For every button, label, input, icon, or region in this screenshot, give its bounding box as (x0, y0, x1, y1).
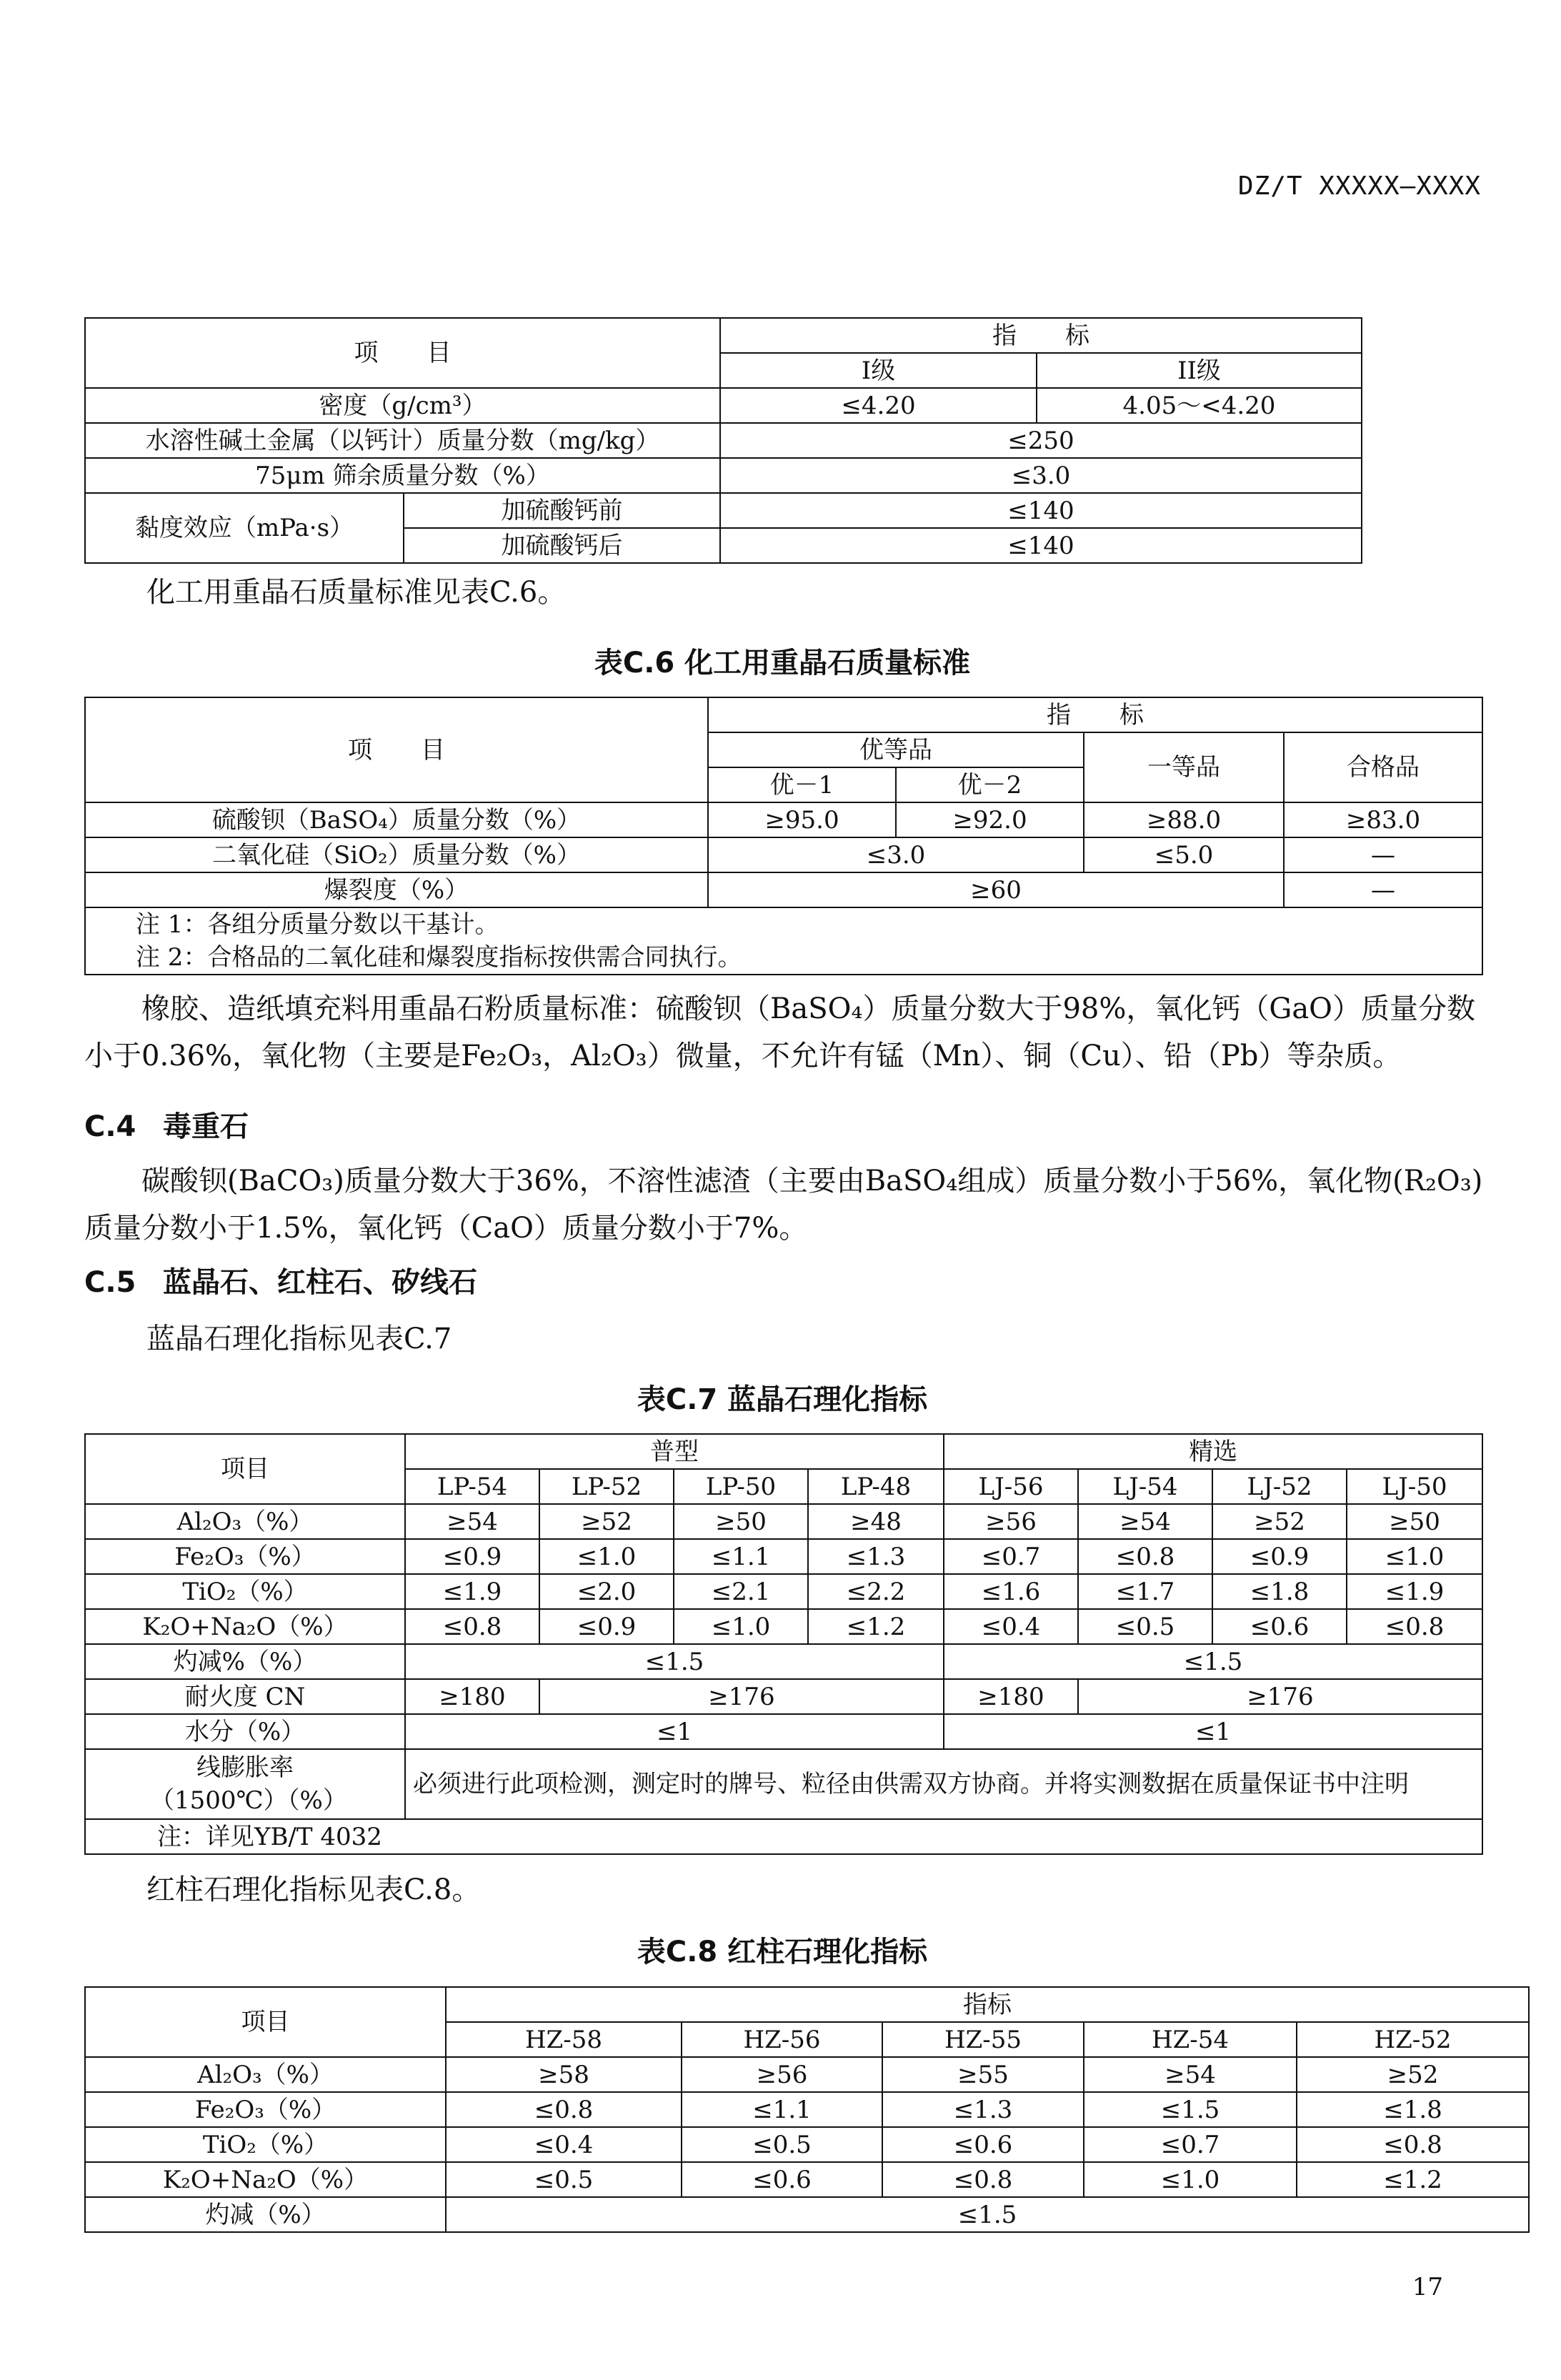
table-row (85, 1539, 1482, 1574)
table-header-premium-2: 优－2 (896, 767, 1084, 802)
cell-value: ≥54 (405, 1504, 539, 1539)
table-row (85, 1714, 1482, 1749)
table-header-grade: LJ-50 (1347, 1469, 1482, 1504)
row-label: TiO₂（%） (85, 1574, 405, 1609)
row-label: Al₂O₃（%） (85, 2057, 446, 2092)
cell-value: ≥60 (708, 872, 1284, 907)
cell-value: ≤0.5 (682, 2127, 882, 2162)
paragraph: 橡胶、造纸填充料用重晶石粉质量标准：硫酸钡（BaSO₄）质量分数大于98%，氧化钙（GaO）质量分数小于0.36%，氧化物（主要是Fe₂O₃，Al₂O₃）微量，不允许有锰（Mn）、铜（Cu）、铅（Pb）等杂质。 (84, 992, 1475, 1072)
cell-value: ≥88.0 (1084, 802, 1284, 837)
table-header-grade: HZ-55 (882, 2022, 1084, 2057)
cell-value: ≥58 (446, 2057, 682, 2092)
table-note: 注 1：各组分质量分数以干基计。 (85, 907, 1482, 941)
table-caption: 表C.8 红柱石理化指标 (637, 1936, 928, 1968)
section-heading (84, 1104, 249, 1145)
cell-value: ≤5.0 (1084, 837, 1284, 872)
cell-value: ≥52 (1297, 2057, 1529, 2092)
cell-value: ≥180 (405, 1679, 539, 1714)
table-row (85, 2092, 1529, 2127)
table-header-grade: HZ-56 (682, 2022, 882, 2057)
section-number: C.5 (84, 1266, 136, 1299)
table-note: 注：详见YB/T 4032 (85, 1819, 1482, 1854)
cell-value: ≤1.6 (944, 1574, 1078, 1609)
cell-value: ≥95.0 (708, 802, 896, 837)
cell-value: ≤0.9 (405, 1539, 539, 1574)
table-header-item: 项 目 (85, 697, 708, 802)
row-label: 黏度效应（mPa·s） (85, 493, 404, 563)
table-caption: 表C.6 化工用重晶石质量标准 (594, 647, 971, 679)
table-row (85, 2162, 1529, 2197)
table-header-premium: 优等品 (708, 732, 1084, 767)
table-header-grade: LP-54 (405, 1469, 539, 1504)
table-header-grade: HZ-52 (1297, 2022, 1529, 2057)
table-header-grade: LJ-52 (1212, 1469, 1347, 1504)
row-label: 灼减%（%） (85, 1644, 405, 1679)
cell-value: ≤1.9 (405, 1574, 539, 1609)
cell-value: ≤1.5 (446, 2197, 1529, 2232)
cell-value: ≥54 (1084, 2057, 1297, 2092)
cell-value: ≤1.5 (405, 1644, 944, 1679)
cell-value: ≤1 (405, 1714, 944, 1749)
table-row (85, 837, 1482, 872)
row-label: 灼减（%） (85, 2197, 446, 2232)
cell-value: ≤2.1 (674, 1574, 808, 1609)
row-label: Fe₂O₃（%） (85, 2092, 446, 2127)
cell-value: ≥92.0 (896, 802, 1084, 837)
table-header-premium-1: 优－1 (708, 767, 896, 802)
row-label: K₂O+Na₂O（%） (85, 1609, 405, 1644)
table-header-grade: LP-50 (674, 1469, 808, 1504)
row-label: 硫酸钡（BaSO₄）质量分数（%） (85, 802, 708, 837)
page-number: 17 (1412, 2273, 1443, 2301)
section-heading (84, 1260, 477, 1300)
table-c5-continued (84, 317, 1362, 564)
table-header-indicator: 指 标 (708, 697, 1482, 732)
cell-value: ≤250 (720, 423, 1362, 458)
cell-value: ≤1.0 (1347, 1539, 1482, 1574)
row-label: 75μm 筛余质量分数（%） (85, 458, 720, 493)
table-row (85, 802, 1482, 837)
table-note: 注 2：合格品的二氧化硅和爆裂度指标按供需合同执行。 (85, 941, 1482, 975)
cell-value: ≥52 (1212, 1504, 1347, 1539)
cell-value: ≤1.7 (1078, 1574, 1212, 1609)
table-c7 (84, 1433, 1483, 1855)
cell-value: ≥52 (539, 1504, 674, 1539)
row-sublabel: 加硫酸钙后 (404, 528, 720, 563)
cell-value: ≤1.5 (1084, 2092, 1297, 2127)
cell-value: ≤1.2 (1297, 2162, 1529, 2197)
table-header-grade: LP-52 (539, 1469, 674, 1504)
table-header-first: 一等品 (1084, 732, 1284, 802)
table-c6 (84, 697, 1483, 975)
table-header-indicator: 指标 (446, 1987, 1529, 2022)
cell-value: ≤1.8 (1212, 1574, 1347, 1609)
table-row (85, 2057, 1529, 2092)
row-label: 水溶性碱土金属（以钙计）质量分数（mg/kg） (85, 423, 720, 458)
table-row (85, 493, 1362, 528)
cell-value: ≤0.6 (682, 2162, 882, 2197)
cell-value: ≥56 (944, 1504, 1078, 1539)
cell-value: ≤1.0 (539, 1539, 674, 1574)
paragraph: 化工用重晶石质量标准见表C.6。 (146, 576, 567, 609)
cell-value: ≥180 (944, 1679, 1078, 1714)
row-label: 水分（%） (85, 1714, 405, 1749)
paragraph: 蓝晶石理化指标见表C.7 (146, 1323, 452, 1355)
cell-value: ≤0.8 (446, 2092, 682, 2127)
table-row (85, 1749, 1482, 1819)
table-row (85, 423, 1362, 458)
table-row (85, 1609, 1482, 1644)
table-row (85, 1504, 1482, 1539)
cell-value: — (1284, 872, 1482, 907)
row-label: K₂O+Na₂O（%） (85, 2162, 446, 2197)
row-label: 线膨胀率（1500℃）（%） (85, 1749, 405, 1819)
section-number: C.4 (84, 1110, 136, 1143)
table-row (85, 1574, 1482, 1609)
cell-value: ≤140 (720, 493, 1362, 528)
cell-value: ≤1 (944, 1714, 1482, 1749)
cell-value: ≥50 (674, 1504, 808, 1539)
table-header-indicator: 指 标 (720, 318, 1362, 353)
cell-value: ≥83.0 (1284, 802, 1482, 837)
cell-value: ≤1.0 (674, 1609, 808, 1644)
cell-value: ≤0.7 (944, 1539, 1078, 1574)
cell-value: ≤0.4 (944, 1609, 1078, 1644)
row-label: Al₂O₃（%） (85, 1504, 405, 1539)
table-row (85, 1679, 1482, 1714)
table-c8 (84, 1986, 1530, 2233)
table-header-grade: I级 (720, 353, 1037, 388)
cell-value: ≤0.6 (882, 2127, 1084, 2162)
table-header-common: 普型 (405, 1434, 944, 1469)
table-header-grade: LP-48 (808, 1469, 944, 1504)
table-row (85, 458, 1362, 493)
cell-value: ≤1.3 (808, 1539, 944, 1574)
cell-value: ≤0.8 (1297, 2127, 1529, 2162)
cell-value: ≤0.8 (405, 1609, 539, 1644)
row-label: 二氧化硅（SiO₂）质量分数（%） (85, 837, 708, 872)
table-header-item: 项目 (85, 1434, 405, 1504)
row-label: 密度（g/cm³） (85, 388, 720, 423)
cell-value: ≤0.8 (1078, 1539, 1212, 1574)
cell-value: ≤0.8 (882, 2162, 1084, 2197)
table-header-grade: LJ-54 (1078, 1469, 1212, 1504)
cell-value: 4.05～<4.20 (1037, 388, 1362, 423)
row-sublabel: 加硫酸钙前 (404, 493, 720, 528)
table-header-selected: 精选 (944, 1434, 1482, 1469)
table-header-grade: HZ-58 (446, 2022, 682, 2057)
cell-value: ≤0.7 (1084, 2127, 1297, 2162)
table-header-grade: HZ-54 (1084, 2022, 1297, 2057)
row-label: 耐火度 CN (85, 1679, 405, 1714)
cell-value: ≤2.0 (539, 1574, 674, 1609)
cell-value: ≥176 (1078, 1679, 1482, 1714)
cell-value: ≥55 (882, 2057, 1084, 2092)
document-code: DZ/T XXXXX—XXXX (1237, 171, 1481, 201)
row-label: TiO₂（%） (85, 2127, 446, 2162)
cell-value: ≤0.9 (539, 1609, 674, 1644)
cell-value: ≤140 (720, 528, 1362, 563)
cell-value: ≤1.3 (882, 2092, 1084, 2127)
cell-value: ≤4.20 (720, 388, 1037, 423)
table-row (85, 2197, 1529, 2232)
cell-value: ≤1.1 (674, 1539, 808, 1574)
cell-value: ≤2.2 (808, 1574, 944, 1609)
paragraph: 碳酸钡(BaCO₃)质量分数大于36%，不溶性滤渣（主要由BaSO₄组成）质量分数小于56%，氧化物(R₂O₃)质量分数小于1.5%，氧化钙（CaO）质量分数小于7%。 (84, 1165, 1483, 1245)
section-title: 蓝晶石、红柱石、矽线石 (163, 1266, 477, 1299)
row-label: Fe₂O₃（%） (85, 1539, 405, 1574)
cell-value: ≤1.5 (944, 1644, 1482, 1679)
cell-value: ≤0.4 (446, 2127, 682, 2162)
table-caption: 表C.7 蓝晶石理化指标 (637, 1383, 928, 1416)
cell-value: ≤0.8 (1347, 1609, 1482, 1644)
table-row (85, 1644, 1482, 1679)
cell-value: ≤3.0 (720, 458, 1362, 493)
cell-value: ≤0.5 (446, 2162, 682, 2197)
section-title: 毒重石 (163, 1110, 249, 1143)
paragraph: 红柱石理化指标见表C.8。 (146, 1873, 481, 1906)
table-header-grade: II级 (1037, 353, 1362, 388)
cell-value: ≥56 (682, 2057, 882, 2092)
cell-value: ≥50 (1347, 1504, 1482, 1539)
cell-value: ≤1.0 (1084, 2162, 1297, 2197)
table-row (85, 388, 1362, 423)
cell-value: ≥54 (1078, 1504, 1212, 1539)
table-header-item: 项 目 (85, 318, 720, 388)
cell-value: ≤0.6 (1212, 1609, 1347, 1644)
table-header-item: 项目 (85, 1987, 446, 2057)
row-label: 爆裂度（%） (85, 872, 708, 907)
table-header-qualified: 合格品 (1284, 732, 1482, 802)
cell-value: — (1284, 837, 1482, 872)
table-header-grade: LJ-56 (944, 1469, 1078, 1504)
cell-value: ≥48 (808, 1504, 944, 1539)
cell-value: ≤1.1 (682, 2092, 882, 2127)
cell-value: ≥176 (539, 1679, 944, 1714)
table-row (85, 2127, 1529, 2162)
cell-value: ≤3.0 (708, 837, 1084, 872)
cell-value: ≤1.2 (808, 1609, 944, 1644)
table-row (85, 872, 1482, 907)
cell-value: ≤0.9 (1212, 1539, 1347, 1574)
cell-value: 必须进行此项检测，测定时的牌号、粒径由供需双方协商。并将实测数据在质量保证书中注明 (405, 1749, 1482, 1819)
cell-value: ≤1.8 (1297, 2092, 1529, 2127)
cell-value: ≤0.5 (1078, 1609, 1212, 1644)
cell-value: ≤1.9 (1347, 1574, 1482, 1609)
